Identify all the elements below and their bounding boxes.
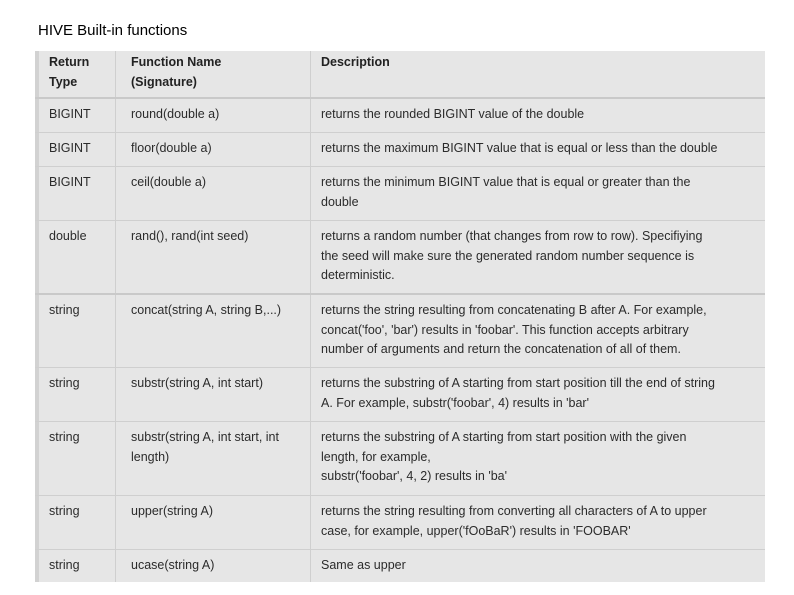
return-type-cell: string — [39, 295, 116, 367]
description-cell: returns the minimum BIGINT value that is equal or greater than the double — [321, 175, 691, 209]
table-row — [35, 99, 765, 133]
function-cell: round(double a) — [116, 99, 311, 132]
description-cell: Same as upper — [321, 558, 406, 572]
return-type-cell: BIGINT — [39, 133, 116, 166]
function-cell: substr(string A, int start, int length) — [116, 422, 311, 495]
function-cell: substr(string A, int start) — [116, 368, 311, 421]
description-cell: returns the string resulting from converting all characters of A to upper case, for example, upper('fOoBaR') results in 'FOOBAR' — [321, 504, 707, 538]
description-cell: returns the substring of A starting from start position till the end of string A. For example, substr('foobar', 4) results in 'bar' — [321, 376, 715, 410]
description-cell: returns a random number (that changes from row to row). Specifiying the seed will make sure the generated random number sequence is deterministic. — [321, 229, 703, 282]
function-cell: floor(double a) — [116, 133, 311, 166]
table-row — [35, 368, 765, 422]
return-type-cell: BIGINT — [39, 167, 116, 220]
return-type-cell: string — [39, 496, 116, 549]
header-function-name: Function Name (Signature) — [116, 51, 311, 97]
return-type-cell: string — [39, 550, 116, 582]
table-header-row — [35, 51, 765, 99]
return-type-cell: BIGINT — [39, 99, 116, 132]
table-row — [35, 167, 765, 221]
description-cell: returns the substring of A starting from start position with the given length, for example, substr('foobar', 4, 2) results in 'ba' — [321, 430, 687, 483]
function-cell: rand(), rand(int seed) — [116, 221, 311, 293]
return-type-cell: double — [39, 221, 116, 293]
header-return-type: Return Type — [39, 51, 116, 97]
page-title: HIVE Built-in functions — [38, 22, 188, 39]
function-cell: upper(string A) — [116, 496, 311, 549]
header-description: Description — [321, 55, 390, 69]
description-cell: returns the string resulting from concatenating B after A. For example, concat('foo', 'bar') results in 'foobar'. This function accepts arbitrary number of arguments and return the concatenation of all of them. — [321, 303, 707, 356]
function-cell: concat(string A, string B,...) — [116, 295, 311, 367]
return-type-cell: string — [39, 368, 116, 421]
table-row — [35, 422, 765, 496]
description-cell: returns the rounded BIGINT value of the double — [321, 107, 585, 121]
table-row — [35, 221, 765, 295]
description-cell: returns the maximum BIGINT value that is equal or less than the double — [321, 141, 718, 155]
function-cell: ceil(double a) — [116, 167, 311, 220]
function-cell: ucase(string A) — [116, 550, 311, 582]
table-row — [35, 295, 765, 368]
functions-table — [35, 51, 765, 582]
table-row — [35, 133, 765, 167]
return-type-cell: string — [39, 422, 116, 495]
table-row — [35, 550, 765, 582]
table-row — [35, 496, 765, 550]
